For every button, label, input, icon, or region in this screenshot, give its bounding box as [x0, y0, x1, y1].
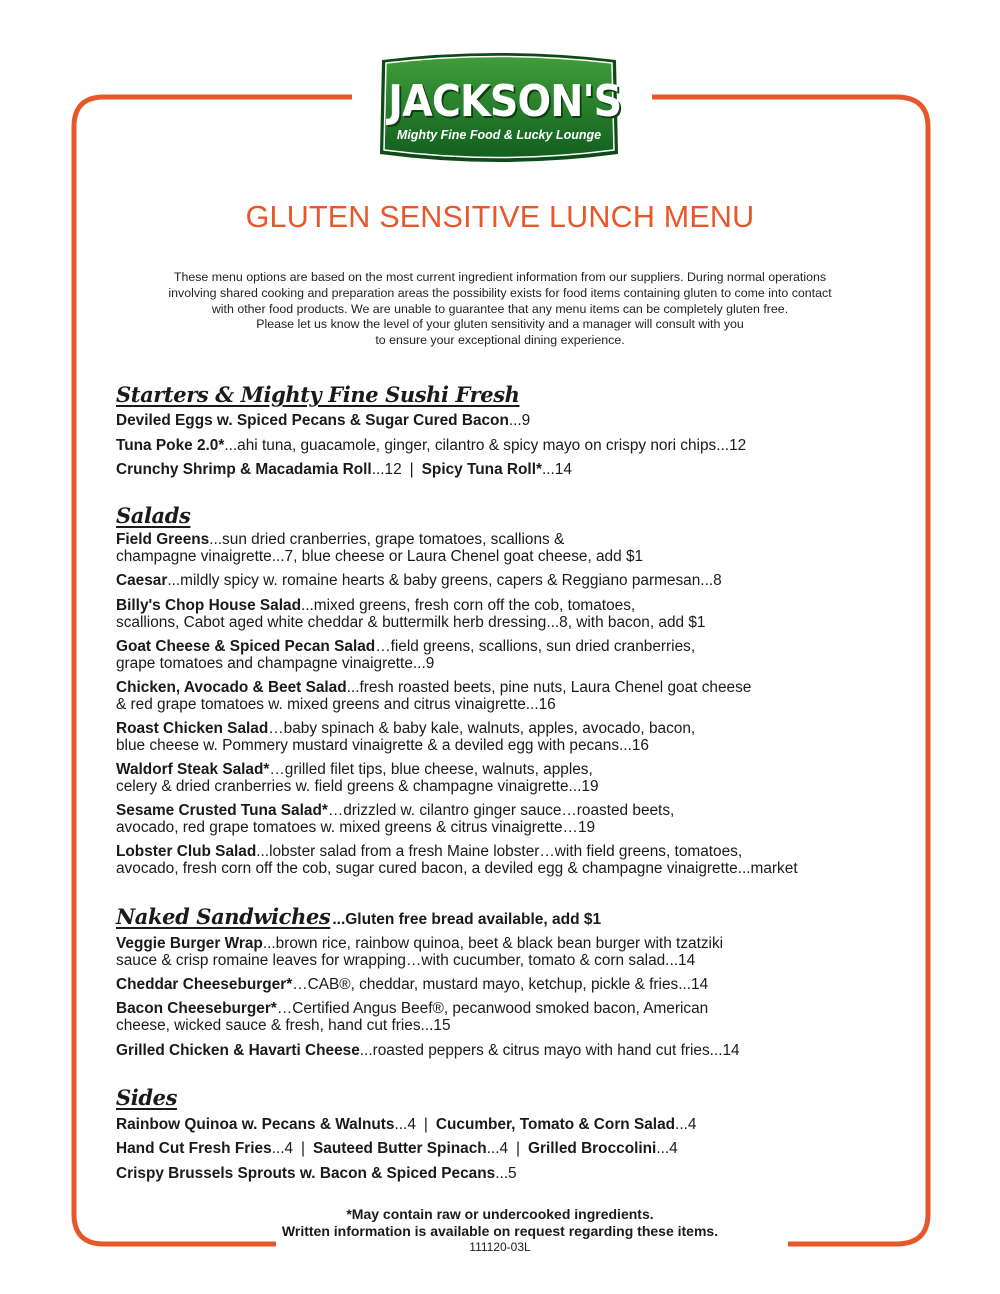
item-description: ...mixed greens, fresh corn off the cob, tomatoes,: [300, 597, 636, 614]
menu-item-tuna-poke: [116, 437, 746, 454]
menu-item-deviled-eggs: [116, 412, 530, 429]
item-description: ...lobster salad from a fresh Maine lobster…with field greens, tomatoes,: [256, 843, 743, 860]
item-description: grape tomatoes and champagne vinaigrette...9: [116, 655, 435, 672]
page-title: GLUTEN SENSITIVE LUNCH MENU: [245, 200, 755, 234]
item-name: Cucumber, Tomato & Corn Salad: [435, 1116, 676, 1133]
item-name: Grilled Broccolini: [528, 1140, 657, 1157]
jacksons-logo: [376, 48, 622, 168]
intro-line: with other food products. We are unable to guarantee that any menu items can be completely gluten free.: [211, 301, 789, 316]
item-price: ...12: [371, 461, 402, 478]
section-heading-sides: Sides: [116, 1085, 178, 1110]
item-name: Cheddar Cheeseburger*: [116, 976, 293, 993]
item-name: Deviled Eggs w. Spiced Pecans & Sugar Cured Bacon: [116, 412, 509, 429]
item-description: sauce & crisp romaine leaves for wrapping…with cucumber, tomato & corn salad...14: [116, 952, 696, 969]
item-name: Sauteed Butter Spinach: [313, 1140, 487, 1157]
sides-line-1: [116, 1116, 696, 1133]
item-name: Roast Chicken Salad: [116, 720, 269, 737]
item-name: Tuna Poke 2.0*: [116, 437, 225, 454]
item-description: scallions, Cabot aged white cheddar & buttermilk herb dressing...8, with bacon, add $1: [116, 614, 706, 631]
item-name: Crispy Brussels Sprouts w. Bacon & Spiced Pecans: [116, 1165, 496, 1182]
item-description: …grilled filet tips, blue cheese, walnuts, apples,: [269, 761, 593, 778]
item-name: Billy's Chop House Salad: [116, 597, 301, 614]
item-description: …field greens, scallions, sun dried cranberries,: [375, 638, 696, 655]
heading-text: Naked Sandwiches: [116, 904, 331, 929]
item-price: ...9: [508, 412, 531, 429]
item-description: ...mildly spicy w. romaine hearts & baby greens, capers & Reggiano parmesan...8: [167, 572, 722, 589]
item-description: ...ahi tuna, guacamole, ginger, cilantro & spicy mayo on crispy nori chips...12: [224, 437, 747, 454]
item-name: Waldorf Steak Salad*: [116, 761, 270, 778]
sides-line-2: [116, 1140, 678, 1157]
item-description: …baby spinach & baby kale, walnuts, apples, avocado, bacon,: [268, 720, 696, 737]
item-price: ...5: [495, 1165, 517, 1182]
menu-item-lobster-club-salad: [116, 843, 876, 877]
item-price: ...4: [656, 1140, 678, 1157]
item-description: …drizzled w. cilantro ginger sauce…roasted beets,: [327, 802, 675, 819]
item-price: ...4: [486, 1140, 509, 1157]
item-description: celery & dried cranberries w. field greens & champagne vinaigrette...19: [116, 778, 599, 795]
item-name: Veggie Burger Wrap: [116, 935, 263, 952]
menu-item-goat-cheese-salad: [116, 638, 876, 672]
item-description: avocado, red grape tomatoes w. mixed greens & citrus vinaigrette…19: [116, 819, 596, 836]
intro-paragraph: [120, 270, 880, 349]
menu-item-veggie-burger-wrap: [116, 935, 876, 969]
item-description: ...fresh roasted beets, pine nuts, Laura Chenel goat cheese: [346, 679, 752, 696]
section-heading-sandwiches: [116, 904, 601, 929]
section-heading-starters: Starters & Mighty Fine Sushi Fresh: [116, 382, 520, 407]
item-name: Caesar: [116, 572, 168, 589]
item-name: Spicy Tuna Roll*: [421, 461, 542, 478]
item-separator: |: [301, 1140, 306, 1157]
menu-item-field-greens: [116, 531, 876, 565]
menu-item-bacon-cheeseburger: [116, 1000, 876, 1034]
item-description: ...brown rice, rainbow quinoa, beet & black bean burger with tzatziki: [262, 935, 724, 952]
item-price: ...4: [394, 1116, 416, 1133]
item-description: avocado, fresh corn off the cob, sugar cured bacon, a deviled egg & champagne vinaigrette...market: [116, 860, 798, 877]
menu-item-roast-chicken-salad: [116, 720, 876, 754]
menu-item-sesame-tuna-salad: [116, 802, 876, 836]
section-heading-salads: Salads: [116, 503, 191, 528]
sides-line-3: [116, 1165, 517, 1182]
menu-item-grilled-chicken-havarti: [116, 1042, 876, 1059]
item-description: blue cheese w. Pommery mustard vinaigrette & a deviled egg with pecans...16: [116, 737, 649, 754]
item-separator: |: [423, 1116, 428, 1133]
menu-item-avocado-beet-salad: [116, 679, 876, 713]
item-price: ...4: [271, 1140, 294, 1157]
menu-item-waldorf-steak-salad: [116, 761, 876, 795]
menu-item-cheddar-cheeseburger: [116, 976, 876, 993]
item-description: …CAB®, cheddar, mustard mayo, ketchup, pickle & fries...14: [292, 976, 709, 993]
item-name: Field Greens: [116, 531, 210, 548]
intro-line: to ensure your exceptional dining experience.: [375, 333, 625, 348]
item-name: Rainbow Quinoa w. Pecans & Walnuts: [116, 1116, 395, 1133]
intro-line: These menu options are based on the most current ingredient information from our suppliers. During normal operations: [173, 270, 827, 284]
item-name: Lobster Club Salad: [116, 843, 257, 860]
item-separator: |: [409, 461, 414, 478]
item-name: Crunchy Shrimp & Macadamia Roll: [116, 461, 372, 478]
item-name: Grilled Chicken & Havarti Cheese: [116, 1042, 360, 1059]
item-description: ...roasted peppers & citrus mayo with hand cut fries...14: [359, 1042, 740, 1059]
document-code: 111120-03L: [469, 1240, 531, 1254]
item-name: Chicken, Avocado & Beet Salad: [116, 679, 347, 696]
heading-note: ...Gluten free bread available, add $1: [332, 911, 602, 928]
item-name: Hand Cut Fresh Fries: [116, 1140, 272, 1157]
item-description: cheese, wicked sauce & fresh, hand cut fries...15: [116, 1017, 451, 1034]
logo-tagline: Mighty Fine Food & Lucky Lounge: [396, 128, 602, 142]
footer-line: Written information is available on request regarding these items.: [281, 1223, 719, 1239]
intro-line: Please let us know the level of your gluten sensitivity and a manager will consult with you: [256, 317, 744, 332]
menu-item-rolls: [116, 461, 572, 478]
item-description: …Certified Angus Beef®, pecanwood smoked bacon, American: [276, 1000, 709, 1017]
item-name: Sesame Crusted Tuna Salad*: [116, 802, 328, 819]
item-description: ...sun dried cranberries, grape tomatoes, scallions &: [209, 531, 565, 548]
item-price: ...4: [675, 1116, 697, 1133]
footer-disclaimer: [0, 1206, 1000, 1254]
item-price: ...14: [541, 461, 572, 478]
item-name: Goat Cheese & Spiced Pecan Salad: [116, 638, 376, 655]
menu-item-caesar: [116, 572, 876, 589]
item-description: champagne vinaigrette...7, blue cheese or Laura Chenel goat cheese, add $1: [116, 548, 644, 565]
intro-line: involving shared cooking and preparation areas the possibility exists for food items containing gluten to come into contact: [168, 285, 832, 300]
footer-line: *May contain raw or undercooked ingredients.: [346, 1206, 654, 1222]
logo-name: JACKSON'S: [388, 76, 622, 127]
item-description: & red grape tomatoes w. mixed greens and citrus vinaigrette...16: [116, 696, 556, 713]
item-name: Bacon Cheeseburger*: [116, 1000, 277, 1017]
item-separator: |: [516, 1140, 521, 1157]
menu-item-chop-house-salad: [116, 597, 876, 631]
